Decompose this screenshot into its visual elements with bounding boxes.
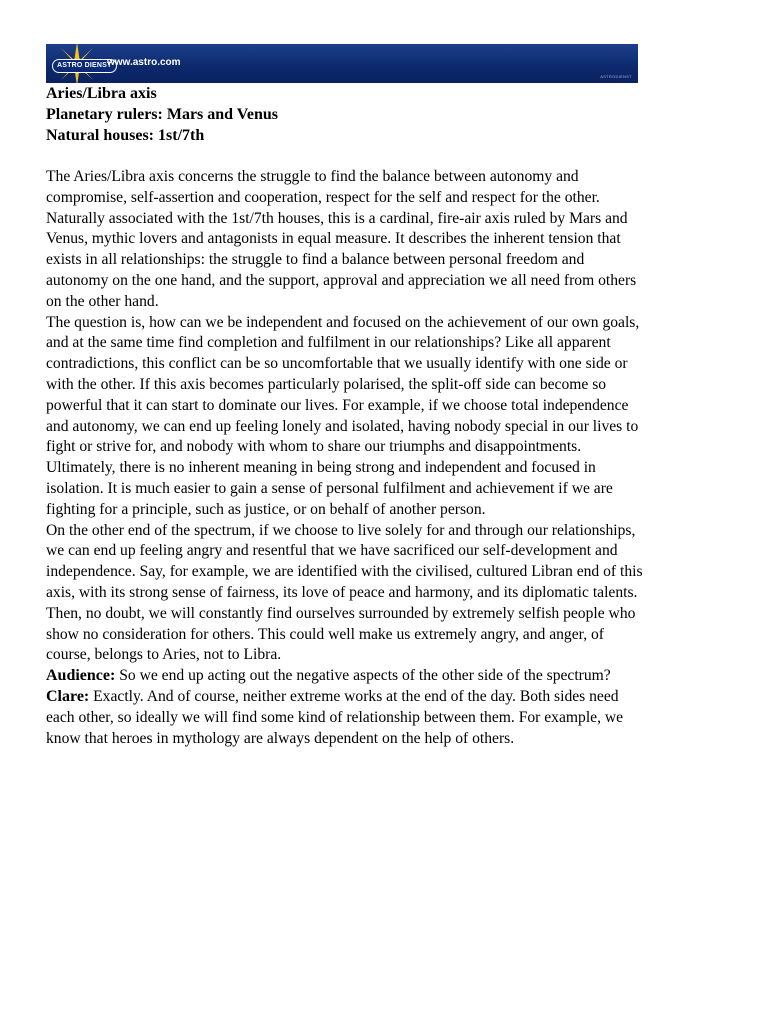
paragraph-2 bbox=[46, 313, 736, 521]
audience-speaker-label: Audience: bbox=[46, 667, 116, 685]
text-line: compromise, self-assertion and cooperation, respect for the self and respect for the other. bbox=[46, 188, 600, 206]
text-line: Then, no doubt, we will constantly find ourselves surrounded by extremely selfish people who bbox=[46, 604, 636, 622]
houses-heading: Natural houses: 1st/7th bbox=[46, 127, 205, 144]
text-line: and at the same time find completion and fulfilment in our relationships? Like all apparent bbox=[46, 334, 611, 352]
text-line: Naturally associated with the 1st/7th houses, this is a cardinal, fire-air axis ruled by Mars and bbox=[46, 209, 628, 227]
text-line: know that heroes in mythology are always dependent on the help of others. bbox=[46, 729, 515, 747]
text-line: Ultimately, there is no inherent meaning in being strong and independent and focused in bbox=[46, 459, 596, 477]
text-line: show no consideration for others. This could well make us extremely angry, and anger, of bbox=[46, 625, 605, 643]
clare-answer-start: Exactly. And of course, neither extreme works at the end of the day. Both sides need bbox=[93, 687, 619, 705]
text-line: The question is, how can we be independent and focused on the achievement of our own goals, bbox=[46, 313, 640, 331]
paragraph-1 bbox=[46, 167, 736, 313]
text-line: on the other hand. bbox=[46, 292, 159, 310]
audience-question: So we end up acting out the negative aspects of the other side of the spectrum? bbox=[119, 667, 611, 685]
text-line: fight or strive for, and nobody with whom to share our triumphs and disappointments. bbox=[46, 438, 582, 456]
text-line: independence. Say, for example, we are identified with the civilised, cultured Libran end of this bbox=[46, 563, 643, 581]
clare-line bbox=[46, 687, 736, 708]
rulers-heading: Planetary rulers: Mars and Venus bbox=[46, 106, 278, 123]
astro-dienst-badge: ASTRO DIENST bbox=[52, 59, 117, 73]
astro-banner[interactable] bbox=[46, 44, 638, 83]
site-url-link[interactable]: www.astro.com bbox=[107, 57, 181, 68]
audience-line bbox=[46, 666, 736, 687]
clare-speaker-label: Clare: bbox=[46, 687, 90, 705]
text-line: we can end up feeling angry and resentful that we have sacrificed our self-development and bbox=[46, 542, 618, 560]
dialogue bbox=[46, 666, 736, 749]
axis-heading: Aries/Libra axis bbox=[46, 85, 157, 102]
banner-small-text: ASTRODIENST bbox=[600, 74, 632, 79]
text-line: powerful that it can start to dominate our lives. For example, if we choose total independence bbox=[46, 396, 629, 414]
text-line: course, belongs to Aries, not to Libra. bbox=[46, 646, 282, 664]
text-line: exists in all relationships: the struggle to find a balance between personal freedom and bbox=[46, 251, 585, 269]
paragraph-3 bbox=[46, 521, 736, 667]
text-line: autonomy on the one hand, and the support, approval and appreciation we all need from others bbox=[46, 271, 637, 289]
text-line: Venus, mythic lovers and antagonists in equal measure. It describes the inherent tension that bbox=[46, 230, 621, 248]
text-line: with the other. If this axis becomes particularly polarised, the split-off side can become so bbox=[46, 375, 607, 393]
text-line: On the other end of the spectrum, if we choose to live solely for and through our relationships, bbox=[46, 521, 636, 539]
text-line: each other, so ideally we will find some kind of relationship between them. For example, we bbox=[46, 708, 624, 726]
text-line: fighting for a principle, such as justice, or on behalf of another person. bbox=[46, 500, 486, 518]
text-line: The Aries/Libra axis concerns the struggle to find the balance between autonomy and bbox=[46, 168, 579, 185]
text-line: and autonomy, we can end up feeling lonely and isolated, having nobody special in our lives to bbox=[46, 417, 639, 435]
text-line: contradictions, this conflict can be so uncomfortable that we usually identify with one side or bbox=[46, 355, 628, 373]
text-line: isolation. It is much easier to gain a sense of personal fulfilment and achievement if we are bbox=[46, 479, 613, 497]
text-line: axis, with its strong sense of fairness, its love of peace and harmony, and its diplomatic talents. bbox=[46, 583, 638, 601]
